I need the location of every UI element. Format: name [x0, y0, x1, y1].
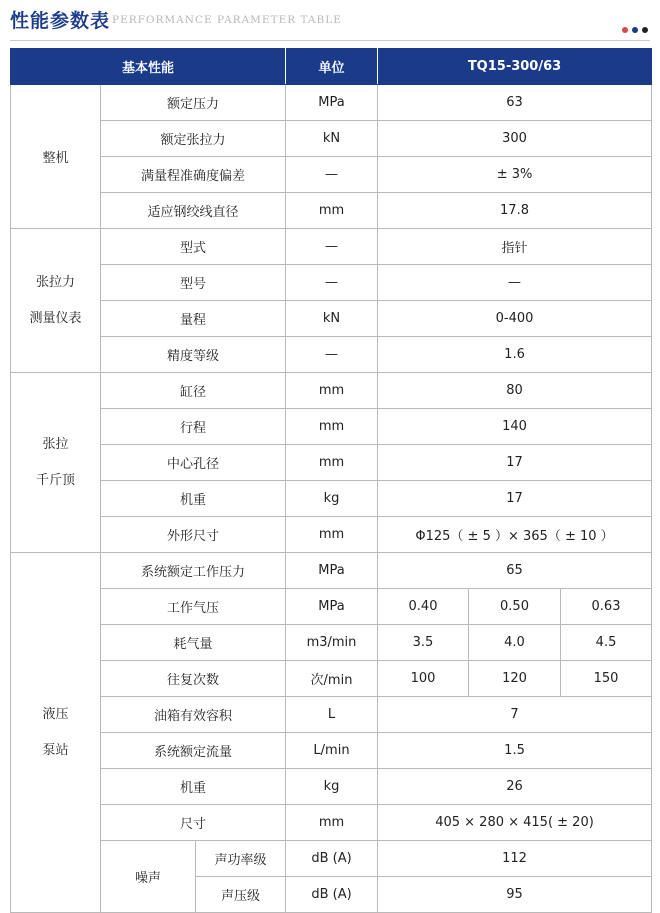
page-title: 性能参数表: [10, 10, 111, 32]
param-name: 系统额定流量: [101, 733, 286, 769]
param-unit: kN: [286, 121, 378, 157]
param-name: 精度等级: [101, 337, 286, 373]
param-value: 26: [378, 769, 652, 805]
param-value: 300: [378, 121, 652, 157]
param-name: 声压级: [196, 877, 286, 913]
param-value: Φ125（ ± 5 ）× 365（ ± 10 ）: [378, 517, 652, 553]
param-value: 100: [378, 661, 469, 697]
param-unit: —: [286, 229, 378, 265]
param-unit: L: [286, 697, 378, 733]
param-value: 4.5: [561, 625, 652, 661]
param-value: 0-400: [378, 301, 652, 337]
table-row: [11, 517, 652, 553]
group-whole-machine: 整机: [11, 85, 101, 229]
group-label: 千斤顶: [35, 472, 75, 488]
param-name: 机重: [101, 481, 286, 517]
param-value: 140: [378, 409, 652, 445]
table-row: [11, 841, 652, 877]
table-row: [11, 409, 652, 445]
param-name: 往复次数: [101, 661, 286, 697]
param-value: —: [378, 265, 652, 301]
param-name: 耗气量: [101, 625, 286, 661]
table-row: [11, 265, 652, 301]
blue-dot-icon: [632, 27, 638, 33]
param-value: 3.5: [378, 625, 469, 661]
table-row: [11, 661, 652, 697]
param-value: ± 3%: [378, 157, 652, 193]
table-row: [11, 337, 652, 373]
param-value: 0.63: [561, 589, 652, 625]
table-row: [11, 121, 652, 157]
group-label: 张拉力: [35, 274, 75, 290]
param-name: 额定压力: [101, 85, 286, 121]
param-unit: kg: [286, 769, 378, 805]
group-label: 泵站: [42, 742, 69, 758]
table-row: [11, 625, 652, 661]
header-unit: 单位: [286, 49, 378, 85]
param-unit: MPa: [286, 85, 378, 121]
param-unit: mm: [286, 193, 378, 229]
group-tension-jack: [11, 373, 101, 553]
param-value: 112: [378, 841, 652, 877]
param-name: 工作气压: [101, 589, 286, 625]
param-name: 系统额定工作压力: [101, 553, 286, 589]
param-name: 型式: [101, 229, 286, 265]
param-value: 80: [378, 373, 652, 409]
param-unit: m3/min: [286, 625, 378, 661]
param-name: 量程: [101, 301, 286, 337]
decorative-dots: [618, 18, 648, 37]
parameter-table: [10, 48, 652, 913]
page-subtitle: PERFORMANCE PARAMETER TABLE: [112, 14, 342, 26]
param-name: 满量程准确度偏差: [101, 157, 286, 193]
table-row: [11, 157, 652, 193]
param-name: 机重: [101, 769, 286, 805]
page-header: [10, 0, 650, 44]
table-row: [11, 805, 652, 841]
param-unit: —: [286, 157, 378, 193]
table-row: [11, 373, 652, 409]
table-row: [11, 193, 652, 229]
param-value: 1.5: [378, 733, 652, 769]
table-row: [11, 589, 652, 625]
table-row: [11, 229, 652, 265]
param-unit: kN: [286, 301, 378, 337]
table-row: [11, 553, 652, 589]
param-value: 17.8: [378, 193, 652, 229]
group-hydraulic-pump: [11, 553, 101, 913]
param-unit: dB (A): [286, 841, 378, 877]
param-name: 缸径: [101, 373, 286, 409]
param-unit: dB (A): [286, 877, 378, 913]
table-row: [11, 445, 652, 481]
param-value: 1.6: [378, 337, 652, 373]
table-row: [11, 697, 652, 733]
param-value: 150: [561, 661, 652, 697]
param-value: 4.0: [469, 625, 561, 661]
param-value: 95: [378, 877, 652, 913]
param-unit: MPa: [286, 553, 378, 589]
param-name: 油箱有效容积: [101, 697, 286, 733]
header-basic-performance: 基本性能: [11, 49, 286, 85]
table-row: [11, 733, 652, 769]
param-unit: —: [286, 265, 378, 301]
param-unit: mm: [286, 445, 378, 481]
table-row: [11, 481, 652, 517]
param-name: 外形尺寸: [101, 517, 286, 553]
param-name: 声功率级: [196, 841, 286, 877]
red-dot-icon: [622, 27, 628, 33]
group-label: 张拉: [42, 436, 69, 452]
table-row: [11, 769, 652, 805]
param-name: 中心孔径: [101, 445, 286, 481]
param-unit: mm: [286, 805, 378, 841]
param-unit: 次/min: [286, 661, 378, 697]
param-unit: mm: [286, 409, 378, 445]
table-row: [11, 301, 652, 337]
param-unit: MPa: [286, 589, 378, 625]
param-name: 适应钢绞线直径: [101, 193, 286, 229]
param-unit: mm: [286, 373, 378, 409]
table-row: [11, 85, 652, 121]
param-name: 尺寸: [101, 805, 286, 841]
param-value: 120: [469, 661, 561, 697]
param-unit: L/min: [286, 733, 378, 769]
group-label: 液压: [42, 706, 69, 722]
param-value: 405 × 280 × 415( ± 20): [378, 805, 652, 841]
black-dot-icon: [642, 27, 648, 33]
param-value: 0.50: [469, 589, 561, 625]
param-name: 额定张拉力: [101, 121, 286, 157]
param-value: 指针: [378, 229, 652, 265]
param-name: 型号: [101, 265, 286, 301]
subgroup-noise: 噪声: [101, 841, 196, 913]
param-value: 7: [378, 697, 652, 733]
header-divider: [10, 40, 650, 41]
param-value: 63: [378, 85, 652, 121]
table-header-row: [11, 49, 652, 85]
group-label: 测量仪表: [29, 310, 82, 326]
param-value: 17: [378, 481, 652, 517]
param-value: 65: [378, 553, 652, 589]
group-tension-gauge: [11, 229, 101, 373]
param-value: 0.40: [378, 589, 469, 625]
param-name: 行程: [101, 409, 286, 445]
header-model: TQ15-300/63: [378, 49, 652, 85]
param-unit: kg: [286, 481, 378, 517]
param-unit: mm: [286, 517, 378, 553]
param-unit: —: [286, 337, 378, 373]
param-value: 17: [378, 445, 652, 481]
